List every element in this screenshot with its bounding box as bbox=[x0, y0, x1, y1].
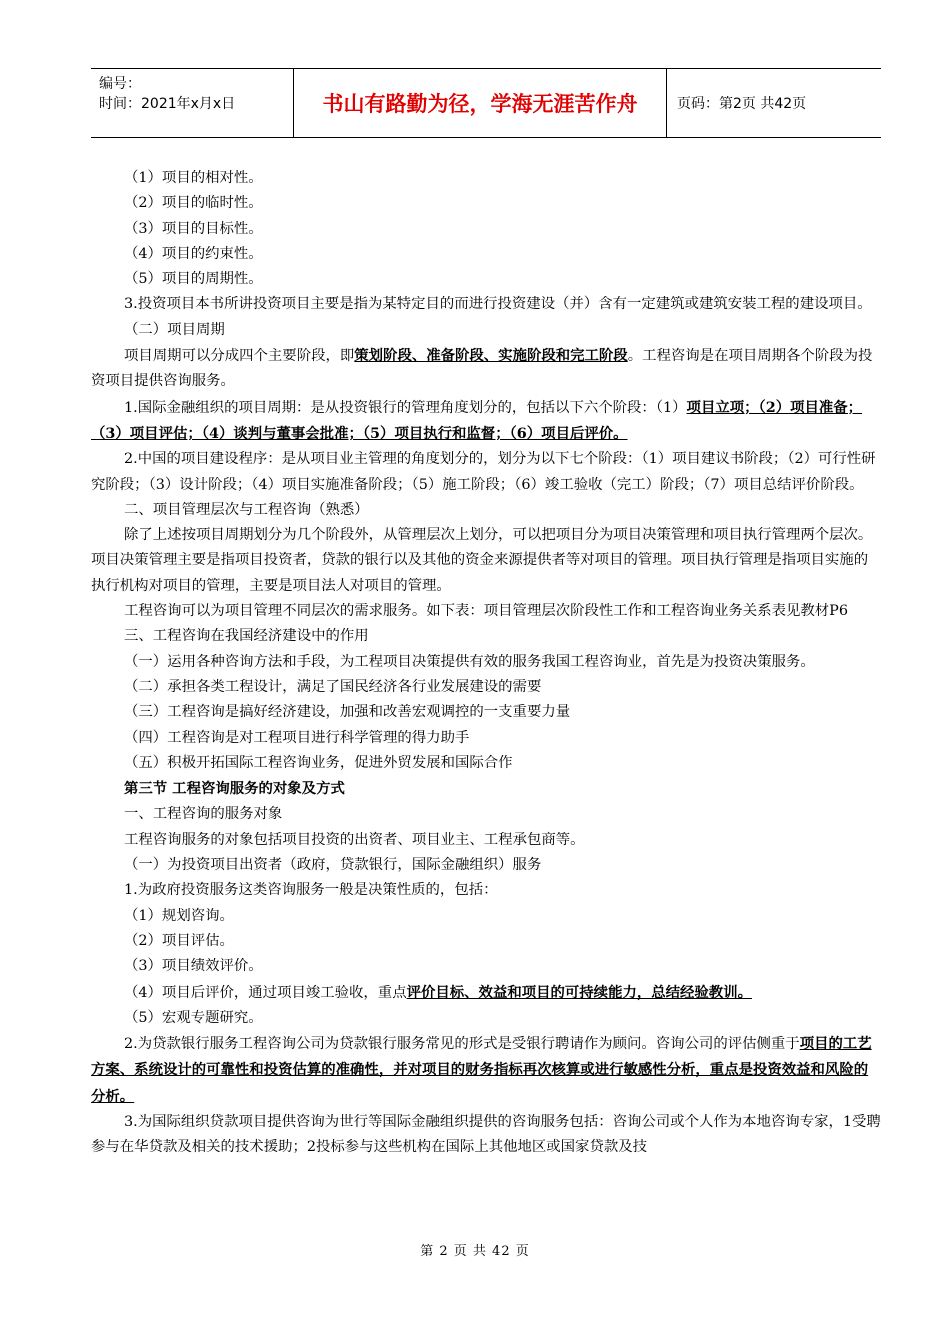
paragraph bbox=[91, 1031, 881, 1110]
paragraph bbox=[91, 395, 881, 448]
text-run: 1.国际金融组织的项目周期：是从投资银行的管理角度划分的，包括以下六个阶段：（1） bbox=[124, 399, 687, 416]
paragraph bbox=[91, 751, 881, 776]
text-run: 2.为贷款银行服务工程咨询公司为贷款银行服务常见的形式是受银行聘请作为顾问。咨询公司的评估侧重于 bbox=[124, 1036, 800, 1053]
paragraph bbox=[91, 343, 881, 395]
document-body bbox=[91, 166, 881, 1161]
paragraph bbox=[91, 726, 881, 751]
text-run: （2）项目的临时性。 bbox=[124, 195, 263, 212]
paragraph bbox=[91, 700, 881, 725]
text-run: 3.为国际组织贷款项目提供咨询为世行等国际金融组织提供的咨询服务包括：咨询公司或个人作为本地咨询专家，1受聘参与在华贷款及相关的技术援助；2投标参与这些机构在国际上其他地区或国家贷款及技 bbox=[91, 1113, 881, 1156]
text-run: （2）项目评估。 bbox=[124, 932, 234, 949]
paragraph bbox=[91, 242, 881, 267]
text-run: （一）运用各种咨询方法和手段，为工程项目决策提供有效的服务我国工程咨询业，首先是为投资决策服务。 bbox=[124, 653, 815, 670]
text-run: （1）规划咨询。 bbox=[124, 907, 234, 924]
paragraph bbox=[91, 853, 881, 878]
paragraph bbox=[91, 904, 881, 929]
text-run: （3）项目的目标性。 bbox=[124, 220, 263, 237]
text-run: （五）积极开拓国际工程咨询业务，促进外贸发展和国际合作 bbox=[124, 754, 513, 771]
emphasized-text: 策划阶段、准备阶段、实施阶段和完工阶段 bbox=[354, 347, 628, 365]
paragraph bbox=[91, 776, 881, 802]
paragraph bbox=[91, 980, 881, 1006]
paragraph bbox=[91, 650, 881, 675]
paragraph bbox=[91, 447, 881, 498]
text-run: 项目周期可以分成四个主要阶段，即 bbox=[124, 348, 355, 365]
text-run: 二、项目管理层次与工程咨询（熟悉） bbox=[124, 501, 369, 518]
paragraph bbox=[91, 318, 881, 343]
text-run: 3.投资项目本书所讲投资项目主要是指为某特定目的而进行投资建设（并）含有一定建筑或建筑安装工程的建设项目。 bbox=[124, 296, 872, 313]
paragraph bbox=[91, 498, 881, 523]
paragraph bbox=[91, 802, 881, 827]
paragraph bbox=[91, 599, 881, 624]
text-run: （三）工程咨询是搞好经济建设，加强和改善宏观调控的一支重要力量 bbox=[124, 704, 571, 721]
text-run: （3）项目绩效评价。 bbox=[124, 958, 263, 975]
paragraph bbox=[91, 191, 881, 216]
text-run: （4）项目的约束性。 bbox=[124, 245, 263, 262]
paragraph bbox=[91, 267, 881, 292]
text-run: （4）项目后评价，通过项目竣工验收，重点 bbox=[124, 984, 407, 1001]
text-run: 三、工程咨询在我国经济建设中的作用 bbox=[124, 628, 369, 645]
paragraph bbox=[91, 1006, 881, 1031]
paragraph bbox=[91, 624, 881, 649]
paragraph bbox=[91, 292, 881, 317]
paragraph bbox=[91, 675, 881, 700]
text-run: 2.中国的项目建设程序：是从项目业主管理的角度划分的，划分为以下七个阶段：（1）项目建议书阶段；（2）可行性研究阶段；（3）设计阶段；（4）项目实施准备阶段；（5）施工阶段；（6）竣工验收（完工）阶段；（7）项目总结评价阶段。 bbox=[91, 451, 876, 493]
header-page-info: 页码：第2页 共42页 bbox=[677, 96, 807, 112]
header-motto: 书山有路勤为径，学海无涯苦作舟 bbox=[294, 69, 667, 137]
emphasized-text: 项目的工艺方案、系统设计的可靠性和投资估算的准确性，并对项目的财务指标再次核算或进行敏感性分析，重点是投资效益和风险的分析。 bbox=[91, 1035, 872, 1105]
text-run: 工程咨询服务的对象包括项目投资的出资者、项目业主、工程承包商等。 bbox=[124, 831, 585, 848]
text-run: 。工程咨询是在项目周期各个阶段为投资项目提供咨询服务。 bbox=[91, 348, 873, 390]
emphasized-text: 第三节 工程咨询服务的对象及方式 bbox=[124, 780, 345, 798]
text-run: （5）项目的周期性。 bbox=[124, 271, 263, 288]
emphasized-text: 评价目标、效益和项目的可持续能力，总结经验教训。 bbox=[406, 983, 752, 1001]
paragraph bbox=[91, 878, 881, 903]
text-run: （二）项目周期 bbox=[124, 321, 225, 338]
text-run: （5）宏观专题研究。 bbox=[124, 1009, 263, 1026]
emphasized-text: 项目立项；（2）项目准备；（3）项目评估；（4）谈判与董事会批准；（5）项目执行和监督；（6）项目后评价。 bbox=[91, 398, 863, 442]
doc-time-label: 时间：2021年x月x日 bbox=[99, 96, 236, 112]
text-run: （1）项目的相对性。 bbox=[124, 170, 263, 186]
text-run: 工程咨询可以为项目管理不同层次的需求服务。如下表：项目管理层次阶段性工作和工程咨询业务关系表见教材P6 bbox=[124, 603, 848, 620]
paragraph bbox=[91, 828, 881, 853]
doc-number-label: 编号： bbox=[99, 76, 141, 92]
header-left-cell bbox=[91, 69, 294, 137]
paragraph bbox=[91, 217, 881, 242]
text-run: （四）工程咨询是对工程项目进行科学管理的得力助手 bbox=[124, 729, 470, 746]
text-run: 除了上述按项目周期划分为几个阶段外，从管理层次上划分，可以把项目分为项目决策管理和项目执行管理两个层次。项目决策管理主要是指项目投资者，贷款的银行以及其他的资金来源提供者等对项目的管理。项目执行管理是指项目实施的执行机构对项目的管理，主要是项目法人对项目的管理。 bbox=[91, 527, 873, 594]
paragraph bbox=[91, 1110, 881, 1161]
page-header bbox=[91, 68, 881, 138]
paragraph bbox=[91, 523, 881, 599]
text-run: （一）为投资项目出资者（政府，贷款银行，国际金融组织）服务 bbox=[124, 857, 542, 874]
text-run: 一、工程咨询的服务对象 bbox=[124, 806, 283, 823]
text-run: 1.为政府投资服务这类咨询服务一般是决策性质的，包括： bbox=[124, 882, 498, 899]
paragraph bbox=[91, 929, 881, 954]
text-run: （二）承担各类工程设计，满足了国民经济各行业发展建设的需要 bbox=[124, 678, 542, 695]
paragraph bbox=[91, 166, 881, 191]
page-footer: 第 2 页 共 42 页 bbox=[420, 1244, 530, 1259]
paragraph bbox=[91, 954, 881, 979]
